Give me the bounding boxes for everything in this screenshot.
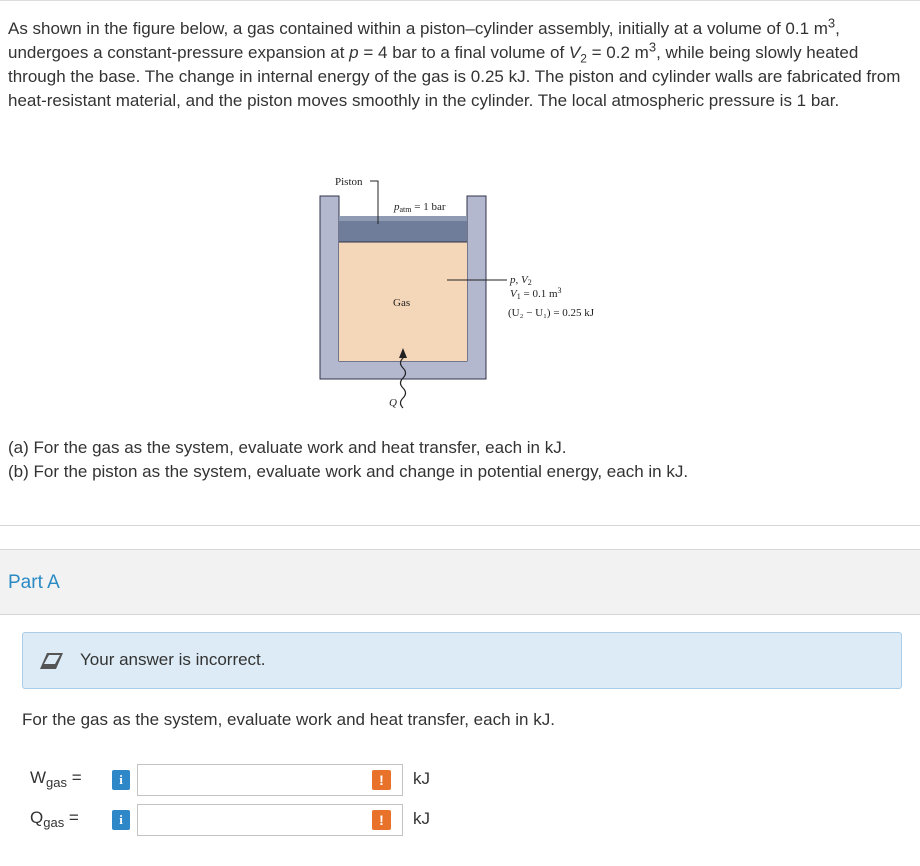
piston-cylinder-figure [297,168,623,416]
top-divider [0,0,920,1]
eraser-icon [39,651,65,676]
gas-label: Gas [393,297,411,309]
part-header[interactable] [0,549,920,615]
info-icon[interactable]: i [112,770,130,790]
feedback-banner [22,632,902,689]
qgas-label: $Q_{gas}$ = [30,808,79,830]
question-prompt: For the gas as the system, evaluate work and heat transfer, each in kJ. [22,710,555,729]
qgas-input[interactable] [137,804,403,836]
part-title[interactable]: Part A [8,572,60,593]
du-label: (U₂ − U₁) = 0.25 kJ [508,307,595,319]
piston-label: Piston [335,176,363,188]
unit-label: kJ [413,769,430,788]
question-b: (b) For the piston as the system, evaluate work and change in potential energy, each in kJ. [8,462,689,481]
unit-label: kJ [413,809,430,828]
answer-row-wgas [30,762,450,796]
warning-icon: ! [372,770,391,790]
info-icon[interactable]: i [112,810,130,830]
patm-label: patm = 1 bar [394,201,446,214]
problem-statement: As shown in the figure below, a gas contained within a piston–cylinder assembly, initially at a volume of 0.1 $m^3$, undergoes a constant-pressure expansion at p = 4 bar to a final volume of $V_2 = 0.2$ $m^3$, while being slowly heated through the base. The change in internal energy of the gas is 0.25 kJ. The piston and cylinder walls are fabricated from heat-resistant material, and the piston moves smoothly in the cylinder. The local atmospheric pressure is 1 bar. [8,15,901,110]
feedback-message: Your answer is incorrect. [80,650,266,669]
v1-label: V1 = 0.1 $m^3$ [510,286,562,301]
question-list [8,436,908,484]
q-label: Q [389,397,397,409]
question-a: (a) For the gas as the system, evaluate work and heat transfer, each in kJ. [8,438,567,457]
answer-row-qgas [30,802,450,836]
wgas-input[interactable] [137,764,403,796]
warning-icon: ! [372,810,391,830]
wgas-label: $W_{gas}$ = [30,768,82,790]
section-divider [0,525,920,526]
pv-label: p, V2 [510,274,532,287]
